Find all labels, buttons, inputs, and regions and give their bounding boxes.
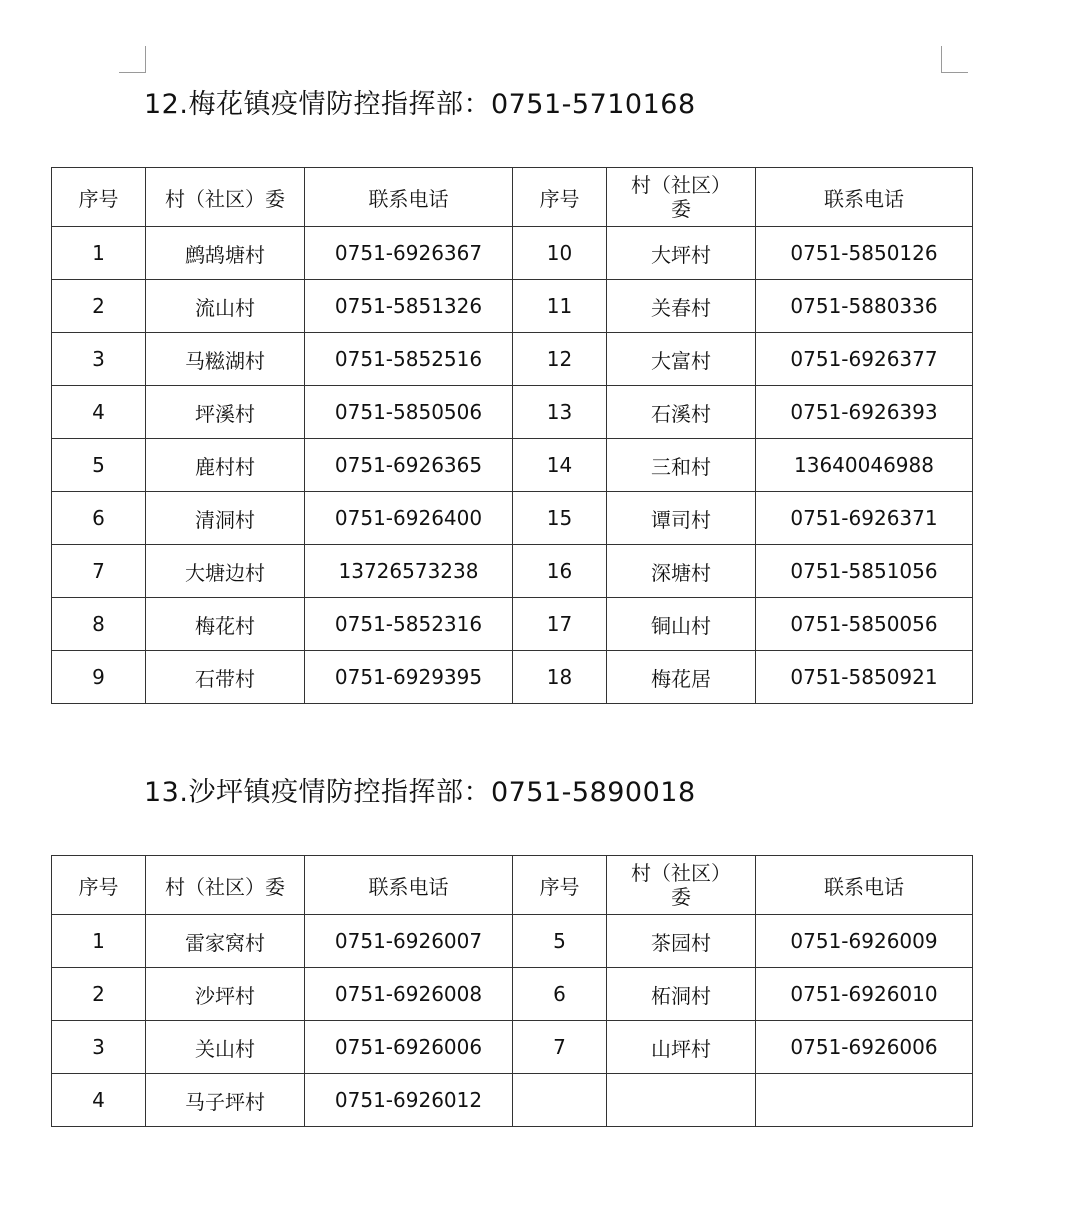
cell-phone: 0751-6926009 [756,915,973,968]
cell-index: 15 [513,492,607,545]
table-row [52,1021,973,1074]
cell-index: 11 [513,280,607,333]
cell-village: 梅花村 [146,598,305,651]
cell-index: 5 [513,915,607,968]
cell-phone: 0751-6926371 [756,492,973,545]
header-index: 序号 [52,856,146,915]
cell-phone: 0751-6926006 [756,1021,973,1074]
cell-village: 雷家窝村 [146,915,305,968]
cell-index: 8 [52,598,146,651]
header-village [607,168,756,227]
cell-village: 茶园村 [607,915,756,968]
table-row [52,545,973,598]
header-phone: 联系电话 [756,168,973,227]
cell-village: 关春村 [607,280,756,333]
cell-phone [756,1074,973,1127]
cell-index: 12 [513,333,607,386]
header-line: 委 [671,885,691,909]
cell-village: 马糍湖村 [146,333,305,386]
header-line: 村（社区） [631,173,731,197]
cell-phone: 0751-6926365 [305,439,513,492]
table-header-row [52,856,973,915]
cell-phone: 0751-5852316 [305,598,513,651]
cell-phone: 0751-6926393 [756,386,973,439]
cell-index: 16 [513,545,607,598]
cell-index: 4 [52,386,146,439]
cell-village: 山坪村 [607,1021,756,1074]
cell-index: 14 [513,439,607,492]
table-row [52,1074,973,1127]
cell-village: 关山村 [146,1021,305,1074]
cell-index: 7 [52,545,146,598]
cell-index: 18 [513,651,607,704]
table-row [52,386,973,439]
cell-phone: 0751-5880336 [756,280,973,333]
cell-phone: 0751-6926006 [305,1021,513,1074]
cell-index: 4 [52,1074,146,1127]
cell-index: 2 [52,280,146,333]
page-corner-mark-left [119,46,146,73]
cell-phone: 0751-6926010 [756,968,973,1021]
cell-index: 13 [513,386,607,439]
header-village [607,856,756,915]
header-phone: 联系电话 [305,856,513,915]
cell-phone: 0751-6929395 [305,651,513,704]
header-index: 序号 [52,168,146,227]
cell-index: 9 [52,651,146,704]
header-line: 委 [671,197,691,221]
cell-village: 梅花居 [607,651,756,704]
cell-index: 5 [52,439,146,492]
table-row [52,651,973,704]
table-row [52,915,973,968]
cell-phone: 0751-6926008 [305,968,513,1021]
cell-village: 谭司村 [607,492,756,545]
cell-index: 1 [52,227,146,280]
cell-village: 沙坪村 [146,968,305,1021]
table-row [52,598,973,651]
cell-phone: 0751-6926012 [305,1074,513,1127]
cell-index: 6 [513,968,607,1021]
cell-phone: 0751-5852516 [305,333,513,386]
header-phone: 联系电话 [305,168,513,227]
cell-phone: 0751-5851056 [756,545,973,598]
table-row [52,492,973,545]
cell-phone: 0751-6926007 [305,915,513,968]
contact-table [51,167,973,704]
cell-phone: 0751-5850506 [305,386,513,439]
cell-phone: 13640046988 [756,439,973,492]
header-line: 村（社区） [631,861,731,885]
cell-village: 大坪村 [607,227,756,280]
cell-village: 大富村 [607,333,756,386]
cell-village [607,1074,756,1127]
cell-phone: 0751-5850126 [756,227,973,280]
cell-phone: 0751-5850921 [756,651,973,704]
cell-village: 石带村 [146,651,305,704]
cell-village: 柘洞村 [607,968,756,1021]
cell-village: 石溪村 [607,386,756,439]
cell-index: 17 [513,598,607,651]
header-phone: 联系电话 [756,856,973,915]
cell-village: 三和村 [607,439,756,492]
header-index: 序号 [513,856,607,915]
cell-phone: 0751-6926367 [305,227,513,280]
cell-phone: 0751-5851326 [305,280,513,333]
cell-village: 鹿村村 [146,439,305,492]
page-corner-mark-right [941,46,968,73]
cell-phone: 0751-6926377 [756,333,973,386]
cell-index: 2 [52,968,146,1021]
cell-village: 坪溪村 [146,386,305,439]
cell-index: 7 [513,1021,607,1074]
cell-phone: 13726573238 [305,545,513,598]
cell-village: 马子坪村 [146,1074,305,1127]
cell-village: 大塘边村 [146,545,305,598]
cell-index: 10 [513,227,607,280]
table-row [52,227,973,280]
table-row [52,333,973,386]
cell-village: 深塘村 [607,545,756,598]
header-village: 村（社区）委 [146,168,305,227]
contact-table [51,855,973,1127]
cell-index: 1 [52,915,146,968]
section-title: 12.梅花镇疫情防控指挥部：0751-5710168 [144,89,696,120]
header-village: 村（社区）委 [146,856,305,915]
cell-village: 铜山村 [607,598,756,651]
cell-index [513,1074,607,1127]
cell-phone: 0751-5850056 [756,598,973,651]
cell-index: 6 [52,492,146,545]
cell-village: 流山村 [146,280,305,333]
cell-index: 3 [52,333,146,386]
table-header-row [52,168,973,227]
table-row [52,968,973,1021]
header-index: 序号 [513,168,607,227]
cell-village: 鹧鸪塘村 [146,227,305,280]
cell-index: 3 [52,1021,146,1074]
cell-village: 清洞村 [146,492,305,545]
table-row [52,280,973,333]
cell-phone: 0751-6926400 [305,492,513,545]
table-row [52,439,973,492]
section-title: 13.沙坪镇疫情防控指挥部：0751-5890018 [144,777,696,808]
